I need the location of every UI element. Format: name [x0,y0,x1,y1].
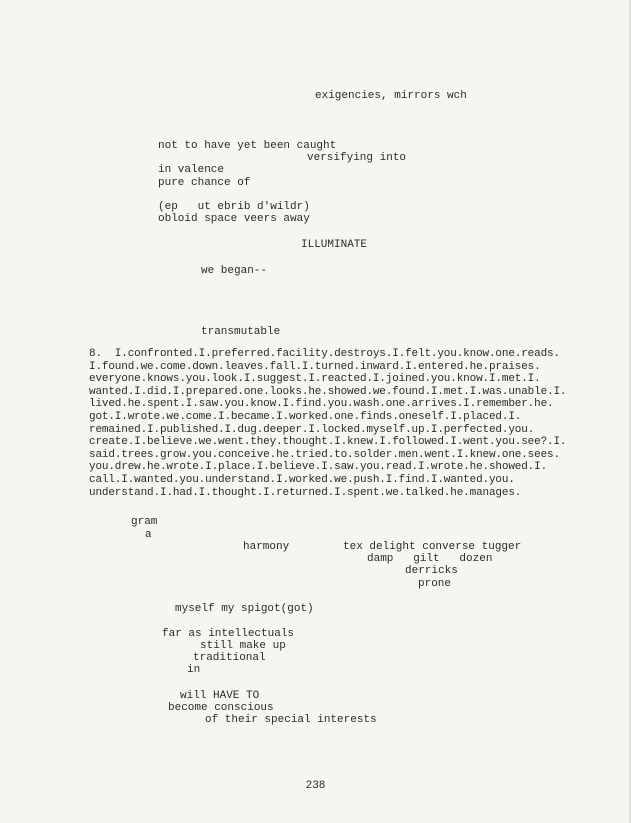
text-line-transmutable: transmutable [201,326,281,338]
paragraph-line: remained.I.published.I.dug.deeper.I.locked.myself.up.I.perfected.you. [89,423,535,436]
text-line-traditional: traditional [193,652,266,664]
text-line-in-valence: in valence [158,164,225,176]
text-line-tex-delight: tex delight converse tugger [343,541,522,553]
text-line-will-have-to: will HAVE TO [180,690,260,702]
paragraph-line: wanted.I.did.I.prepared.one.looks.he.showed.we.found.I.met.I.was.unable.I. [89,385,567,398]
text-line-exigencies: exigencies, mirrors wch [315,90,467,102]
text-line-obloid-space: obloid space veers away [158,213,310,225]
text-line-still-make-up: still make up [200,640,286,652]
text-line-a: a [145,529,152,541]
paragraph-line: 8. I.confronted.I.preferred.facility.destroys.I.felt.you.know.one.reads. [89,348,560,360]
text-line-myself-spigot: myself my spigot(got) [175,603,314,615]
text-line-not-to-have: not to have yet been caught [158,140,337,152]
paragraph-line: said.trees.grow.you.conceive.he.tried.to.solder.men.went.I.knew.one.sees. [89,448,560,461]
paragraph-line: I.found.we.come.down.leaves.fall.I.turned.inward.I.entered.he.praises. [89,360,541,373]
text-line-damp-gilt: damp gilt dozen [367,553,493,565]
paragraph-line: everyone.knows.you.look.I.suggest.I.reacted.I.joined.you.know.I.met.I. [89,373,541,386]
page-number: 238 [305,780,326,792]
text-line-pure-chance: pure chance of [158,177,251,189]
text-line-ep-ut: (ep ut ebrib d'wildr) [158,201,310,213]
text-line-special-interests: of their special interests [205,714,377,726]
paragraph-line: create.I.believe.we.went.they.thought.I.knew.I.followed.I.went.you.see?.I. [89,436,567,449]
text-line-far-as: far as intellectuals [162,628,295,640]
text-line-prone: prone [418,578,452,590]
text-line-illuminate: ILLUMINATE [301,239,368,251]
paragraph-line: call.I.wanted.you.understand.I.worked.we.push.I.find.I.wanted.you. [89,473,515,486]
text-line-versifying: versifying into [307,152,407,164]
paragraph-line: got.I.wrote.we.come.I.became.I.worked.one.finds.oneself.I.placed.I. [89,410,522,423]
numbered-paragraph-8 [89,348,567,499]
text-line-we-began: we began-- [201,265,268,277]
text-line-in: in [187,664,201,676]
paragraph-line: lived.he.spent.I.saw.you.know.I.find.you.wash.one.arrives.I.remember.he. [89,398,554,411]
text-line-harmony: harmony [243,541,290,553]
text-line-derricks: derricks [405,565,458,577]
text-line-become-conscious: become conscious [168,702,274,714]
text-line-gram: gram [131,516,158,528]
paragraph-line: you.drew.he.wrote.I.place.I.believe.I.saw.you.read.I.wrote.he.showed.I. [89,461,548,474]
paragraph-line: understand.I.had.I.thought.I.returned.I.spent.we.talked.he.manages. [89,486,522,499]
